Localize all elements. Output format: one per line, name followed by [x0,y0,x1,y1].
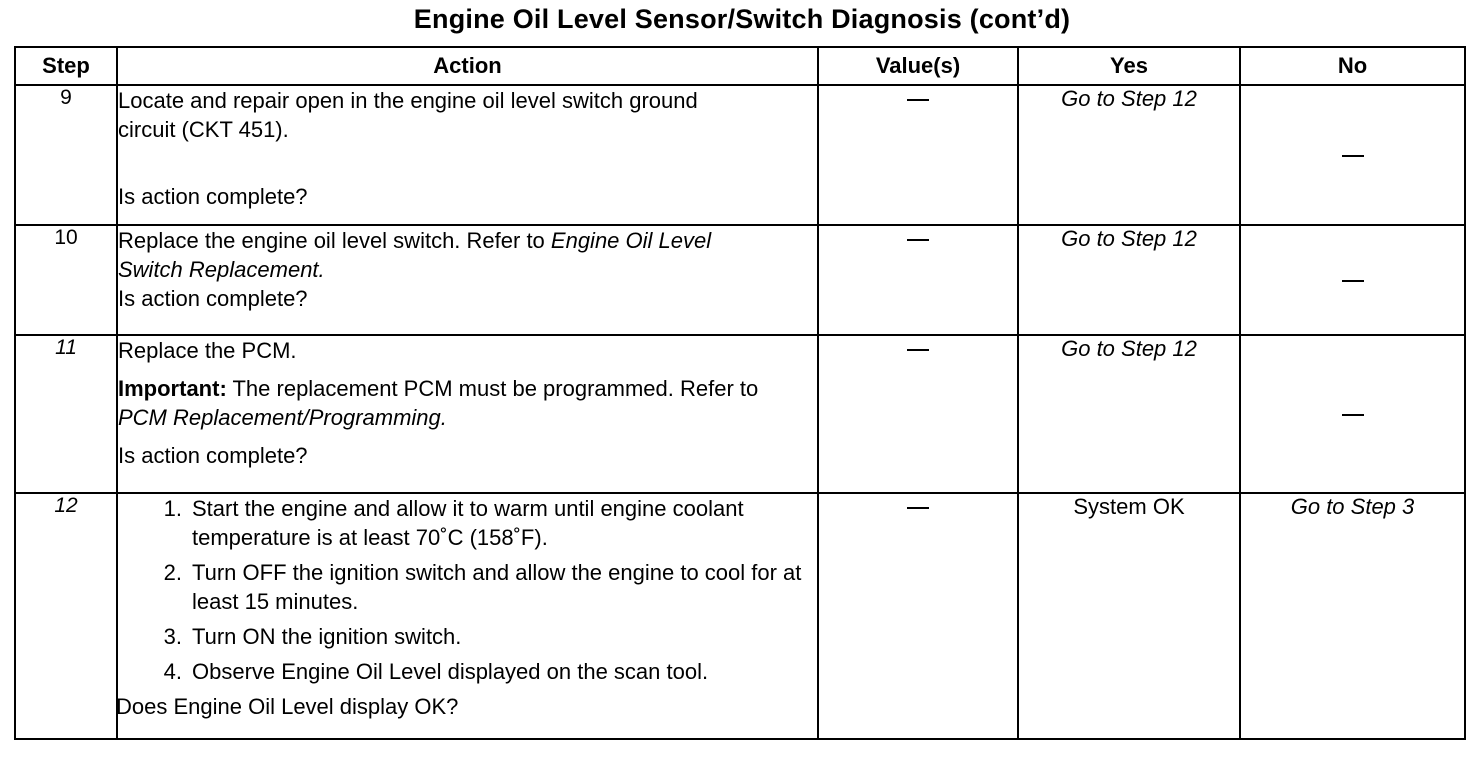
header-row [15,47,1465,85]
action-question: Is action complete? [118,286,308,311]
step-text: Turn ON the ignition switch. [192,624,462,649]
no-cell [1240,85,1465,225]
step-index: 1. [163,496,182,521]
action-text: Replace the PCM. [118,338,297,363]
procedure-reference-link[interactable]: Engine Oil Level Switch Replacement. [118,228,712,282]
value-dash [907,239,929,241]
no-cell [1240,225,1465,335]
table-row-step-11 [15,335,1465,493]
action-cell [117,225,818,335]
yes-cell [1018,85,1240,225]
step-index: 3. [163,624,182,649]
yes-result-text: System OK [1073,494,1185,519]
action-text: Locate and repair open in the engine oil level switch ground circuit (CKT 451). [118,88,698,142]
page-title: Engine Oil Level Sensor/Switch Diagnosis (cont’d) [413,4,1071,34]
step-index: 4. [163,659,182,684]
value-dash [907,99,929,101]
step-number: 11 [15,335,117,493]
action-text [118,226,778,284]
no-dash [1342,280,1364,282]
header-action: Action [117,47,818,85]
value-dash [907,349,929,351]
action-cell [117,335,818,493]
procedure-step [142,558,817,616]
important-label: Important: [118,376,227,401]
yes-go-to-link[interactable]: Go to Step 12 [1061,86,1197,111]
value-cell [818,493,1018,739]
yes-cell [1018,493,1240,739]
value-cell [818,335,1018,493]
action-question: Does Engine Oil Level display OK? [116,694,459,719]
yes-cell [1018,225,1240,335]
step-index: 2. [163,560,182,585]
important-text: The replacement PCM must be programmed. Refer to [226,376,759,401]
step-text: Observe Engine Oil Level displayed on the scan tool. [192,659,709,684]
action-question: Is action complete? [118,184,308,209]
action-cell [117,493,818,739]
value-dash [907,507,929,509]
no-dash [1342,155,1364,157]
header-values: Value(s) [818,47,1018,85]
no-cell [1240,493,1465,739]
table-row-step-10 [15,225,1465,335]
value-cell [818,85,1018,225]
step-number: 10 [15,225,117,335]
step-number: 9 [15,85,117,225]
header-yes: Yes [1018,47,1240,85]
header-no: No [1240,47,1465,85]
header-step: Step [15,47,117,85]
important-note [118,374,798,432]
procedure-step [142,657,817,686]
procedure-reference-link[interactable]: PCM Replacement/Programming. [118,405,447,430]
procedure-steps [118,494,817,686]
no-go-to-link[interactable]: Go to Step 3 [1290,494,1415,519]
no-cell [1240,335,1465,493]
table-row-step-9 [15,85,1465,225]
action-text-plain: Replace the engine oil level switch. Refer to [118,228,551,253]
diagnosis-table [14,46,1466,740]
step-text: Turn OFF the ignition switch and allow the engine to cool for at least 15 minutes. [192,560,802,614]
action-question: Is action complete? [118,443,308,468]
yes-go-to-link[interactable]: Go to Step 12 [1061,226,1197,251]
yes-go-to-link[interactable]: Go to Step 12 [1061,336,1197,361]
procedure-step [142,494,817,552]
yes-cell [1018,335,1240,493]
action-cell [117,85,818,225]
table-row-step-12 [15,493,1465,739]
step-text: Start the engine and allow it to warm until engine coolant temperature is at least 70˚C (158˚F). [192,496,744,550]
value-cell [818,225,1018,335]
procedure-step [142,622,817,651]
step-number: 12 [15,493,117,739]
no-dash [1342,414,1364,416]
